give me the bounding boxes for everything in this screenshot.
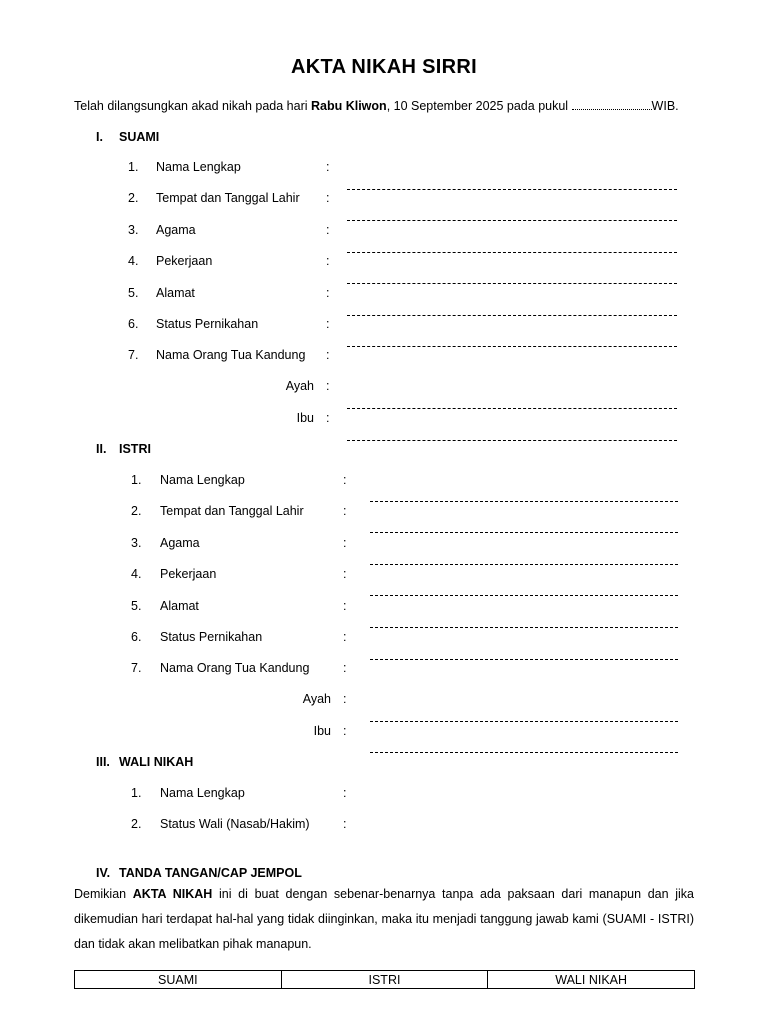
istri-field-row [131,661,353,677]
istri-fill-line[interactable] [370,501,678,503]
wali-field-label: Nama Lengkap [160,786,245,800]
time-blank [572,101,652,110]
istri-field-number: 2. [131,504,142,519]
istri-field-colon: : [343,567,347,582]
suami-parent-ayah-colon: : [326,379,330,393]
istri-fill-line[interactable] [370,595,678,597]
suami-field-row [128,317,336,333]
istri-field-label: Pekerjaan [160,567,217,582]
istri-fill-line[interactable] [370,564,678,566]
istri-fill-line[interactable] [370,752,678,754]
wali-field-number: 2. [131,817,142,832]
section-istri-heading: II. ISTRI [96,442,151,456]
istri-field-colon: : [343,473,347,487]
istri-parent-ibu-label: Ibu [313,724,331,738]
suami-field-number: 3. [128,222,139,237]
intro-suffix: WIB. [651,99,679,113]
suami-field-row [128,223,336,239]
suami-field-label: Tempat dan Tanggal Lahir [156,191,300,206]
suami-field-number: 5. [128,285,139,300]
suami-field-row [128,191,336,207]
istri-field-row [131,536,353,552]
section-ttd-heading: IV. TANDA TANGAN/CAP JEMPOL [96,866,302,880]
suami-fill-line[interactable] [347,315,677,317]
istri-field-row [131,567,353,583]
wali-field-colon: : [343,786,347,800]
section-wali-heading: III. WALI NIKAH [96,755,194,769]
suami-field-row [128,348,336,364]
istri-parent-ayah-row [223,692,353,708]
signature-header-row [75,971,695,989]
istri-field-number: 1. [131,473,142,487]
suami-field-colon: : [326,222,330,237]
suami-parent-ibu-row [206,411,336,427]
document-title: AKTA NIKAH SIRRI [291,56,477,78]
istri-field-colon: : [343,535,347,550]
suami-field-colon: : [326,317,330,331]
suami-fill-line[interactable] [347,220,677,222]
istri-parent-ayah-label: Ayah [302,692,331,706]
istri-fill-line[interactable] [370,532,678,534]
suami-field-colon: : [326,254,330,269]
wali-field-row [131,817,353,833]
istri-field-label: Nama Orang Tua Kandung [160,661,310,676]
istri-parent-ibu-colon: : [343,724,347,738]
istri-field-number: 7. [131,661,142,676]
istri-field-number: 6. [131,630,142,644]
suami-field-number: 2. [128,191,139,206]
istri-field-label: Tempat dan Tanggal Lahir [160,504,304,519]
section-suami-heading: I. SUAMI [96,130,160,144]
intro-day: Rabu Kliwon [310,99,387,113]
suami-field-row [128,286,336,302]
istri-field-colon: : [343,661,347,676]
intro-prefix: Telah dilangsungkan akad nikah pada hari [74,99,311,113]
suami-field-row [128,160,336,176]
suami-field-number: 4. [128,254,139,269]
wali-field-row [131,786,353,802]
suami-parent-ibu-colon: : [326,411,330,425]
istri-field-label: Alamat [160,598,199,613]
suami-field-label: Agama [156,222,196,237]
suami-field-number: 7. [128,348,139,363]
signature-istri-cell: ISTRI [281,971,488,989]
istri-field-row [131,630,353,646]
suami-fill-line[interactable] [347,408,677,410]
istri-parent-ibu-row [223,724,353,740]
istri-field-row [131,599,353,615]
suami-field-number: 6. [128,317,139,331]
suami-field-colon: : [326,160,330,174]
istri-fill-line[interactable] [370,721,678,723]
istri-field-label: Status Pernikahan [160,630,263,644]
istri-fill-line[interactable] [370,659,678,661]
signature-wali-cell: WALI NIKAH [488,971,695,989]
suami-fill-line[interactable] [347,346,677,348]
suami-field-row [128,254,336,270]
suami-field-colon: : [326,191,330,206]
closing-paragraph: Demikian AKTA NIKAH ini di buat dengan sebenar-benarnya tanpa ada paksaan dari manapun dan jika dikemudian hari terdapat hal-hal yang tidak diinginkan, maka itu menjadi tanggung jawab kami (SUAMI - ISTRI) dan tidak akan melibatkan pihak manapun. [74,887,694,951]
suami-parent-ayah-label: Ayah [285,379,314,393]
suami-parent-ayah-row [206,379,336,395]
intro-date: , 10 September 2025 pada pukul [386,99,572,113]
suami-field-label: Pekerjaan [156,254,213,269]
suami-field-label: Status Pernikahan [156,317,259,331]
istri-field-label: Agama [160,535,200,550]
suami-field-colon: : [326,285,330,300]
suami-fill-line[interactable] [347,440,677,442]
suami-field-label: Nama Lengkap [156,160,241,174]
wali-field-colon: : [343,817,347,832]
wali-field-number: 1. [131,786,142,800]
istri-field-number: 3. [131,535,142,550]
suami-parent-ibu-label: Ibu [296,411,314,425]
istri-field-colon: : [343,504,347,519]
suami-field-label: Alamat [156,285,195,300]
suami-fill-line[interactable] [347,189,677,191]
intro-paragraph [74,99,694,113]
suami-field-number: 1. [128,160,139,174]
signature-table [74,970,695,989]
istri-parent-ayah-colon: : [343,692,347,706]
istri-fill-line[interactable] [370,627,678,629]
istri-field-number: 5. [131,598,142,613]
istri-field-colon: : [343,630,347,644]
suami-fill-line[interactable] [347,283,677,285]
istri-field-colon: : [343,598,347,613]
suami-fill-line[interactable] [347,252,677,254]
istri-field-number: 4. [131,567,142,582]
istri-field-row [131,473,353,489]
istri-field-row [131,504,353,520]
closing-bold: AKTA NIKAH [132,887,213,901]
suami-field-label: Nama Orang Tua Kandung [156,348,306,363]
istri-field-label: Nama Lengkap [160,473,245,487]
signature-suami-cell: SUAMI [75,971,282,989]
wali-field-label: Status Wali (Nasab/Hakim) [160,817,310,832]
suami-field-colon: : [326,348,330,363]
